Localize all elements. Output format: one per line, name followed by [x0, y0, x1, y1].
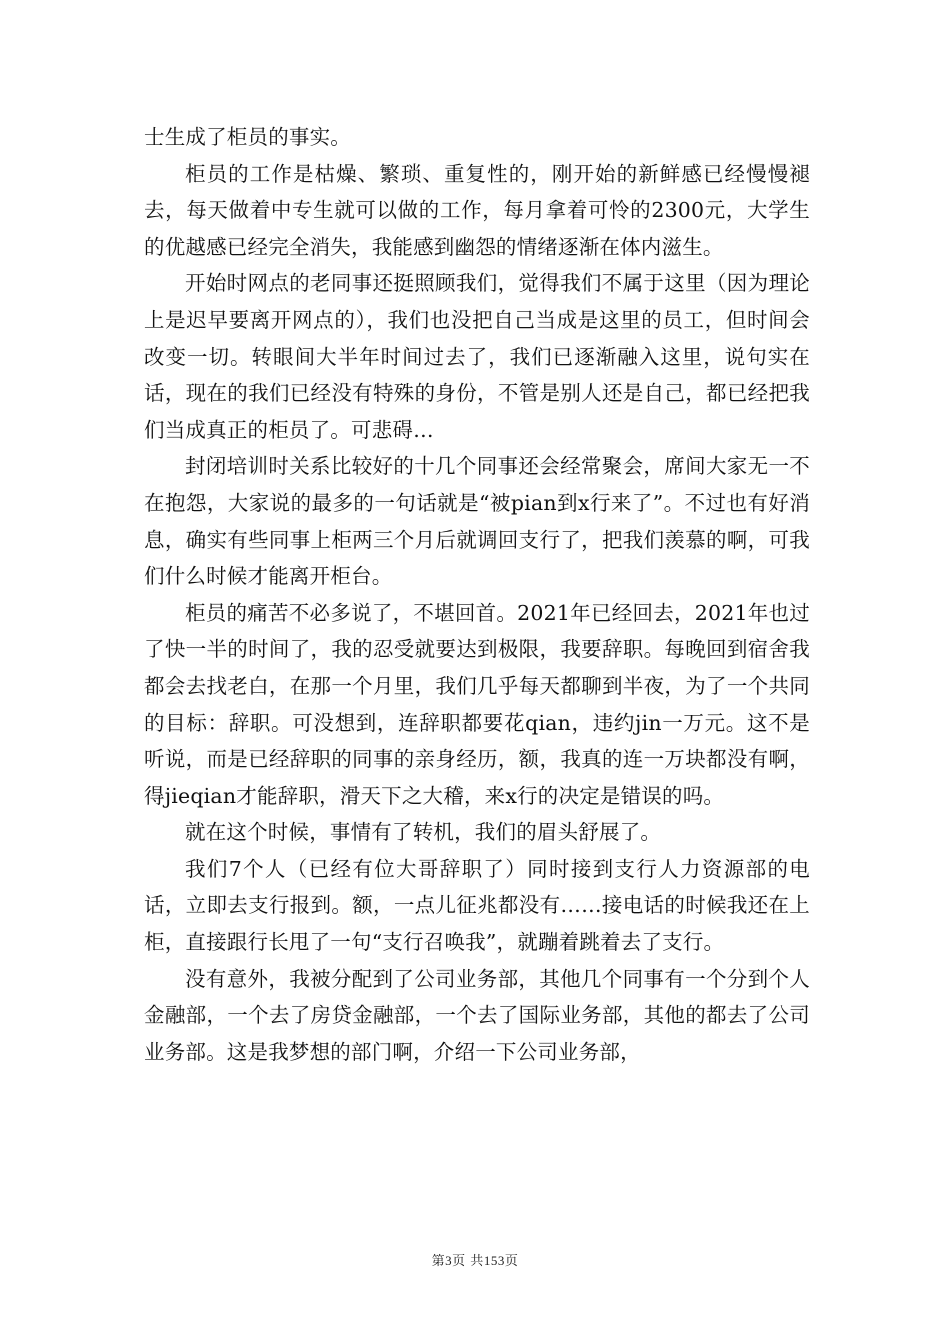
paragraph-4: 封闭培训时关系比较好的十几个同事还会经常聚会，席间大家无一不在抱怨，大家说的最多的一句话就是“被pian到x行来了”。不过也有好消息，确实有些同事上柜两三个月后就调回支行了，把我们羡慕的啊，可我们什么时候才能离开柜台。 [144, 454, 810, 589]
paragraph-5: 柜员的痛苦不必多说了，不堪回首。2021年已经回去，2021年也过了快一半的时间了，我的忍受就要达到极限，我要辞职。每晚回到宿舍我都会去找老白，在那一个月里，我们几乎每天都聊到半夜，为了一个共同的目标：辞职。可没想到，连辞职都要花qian，违约jin一万元。这不是听说，而是已经辞职的同事的亲身经历，额，我真的连一万块都没有啊，得jieqian才能辞职，滑天下之大稽，来x行的决定是错误的吗。 [144, 600, 810, 808]
paragraph-6: 就在这个时候，事情有了转机，我们的眉头舒展了。 [185, 820, 662, 845]
footer-prefix: 第 [431, 1254, 446, 1269]
page-footer [0, 1250, 950, 1269]
total-pages-number: 153 [483, 1253, 505, 1268]
current-page-number: 3 [445, 1253, 453, 1268]
paragraph-2: 柜员的工作是枯燥、繁琐、重复性的，刚开始的新鲜感已经慢慢褪去，每天做着中专生就可以做的工作，每月拿着可怜的2300元，大学生的优越感已经完全消失，我能感到幽怨的情绪逐渐在体内滋生。 [144, 161, 810, 259]
document-body [144, 119, 810, 1070]
footer-suffix: 页 [504, 1254, 519, 1269]
paragraph-1: 士生成了柜员的事实。 [144, 125, 351, 149]
paragraph-7: 我们7个人（已经有位大哥辞职了）同时接到支行人力资源部的电话，立即去支行报到。额，一点儿征兆都没有……接电话的时候我还在上柜，直接跟行长甩了一句“支行召唤我”，就蹦着跳着去了支行。 [144, 856, 810, 955]
paragraph-8: 没有意外，我被分配到了公司业务部，其他几个同事有一个分到个人金融部，一个去了房贷金融部，一个去了国际业务部，其他的都去了公司业务部。这是我梦想的部门啊，介绍一下公司业务部， [144, 966, 810, 1064]
footer-middle: 页 共 [452, 1254, 484, 1269]
paragraph-3: 开始时网点的老同事还挺照顾我们，觉得我们不属于这里（因为理论上是迟早要离开网点的），我们也没把自己当成是这里的员工，但时间会改变一切。转眼间大半年时间过去了，我们已逐渐融入这里，说句实在话，现在的我们已经没有特殊的身份，不管是别人还是自己，都已经把我们当成真正的柜员了。可悲碍… [144, 271, 810, 442]
